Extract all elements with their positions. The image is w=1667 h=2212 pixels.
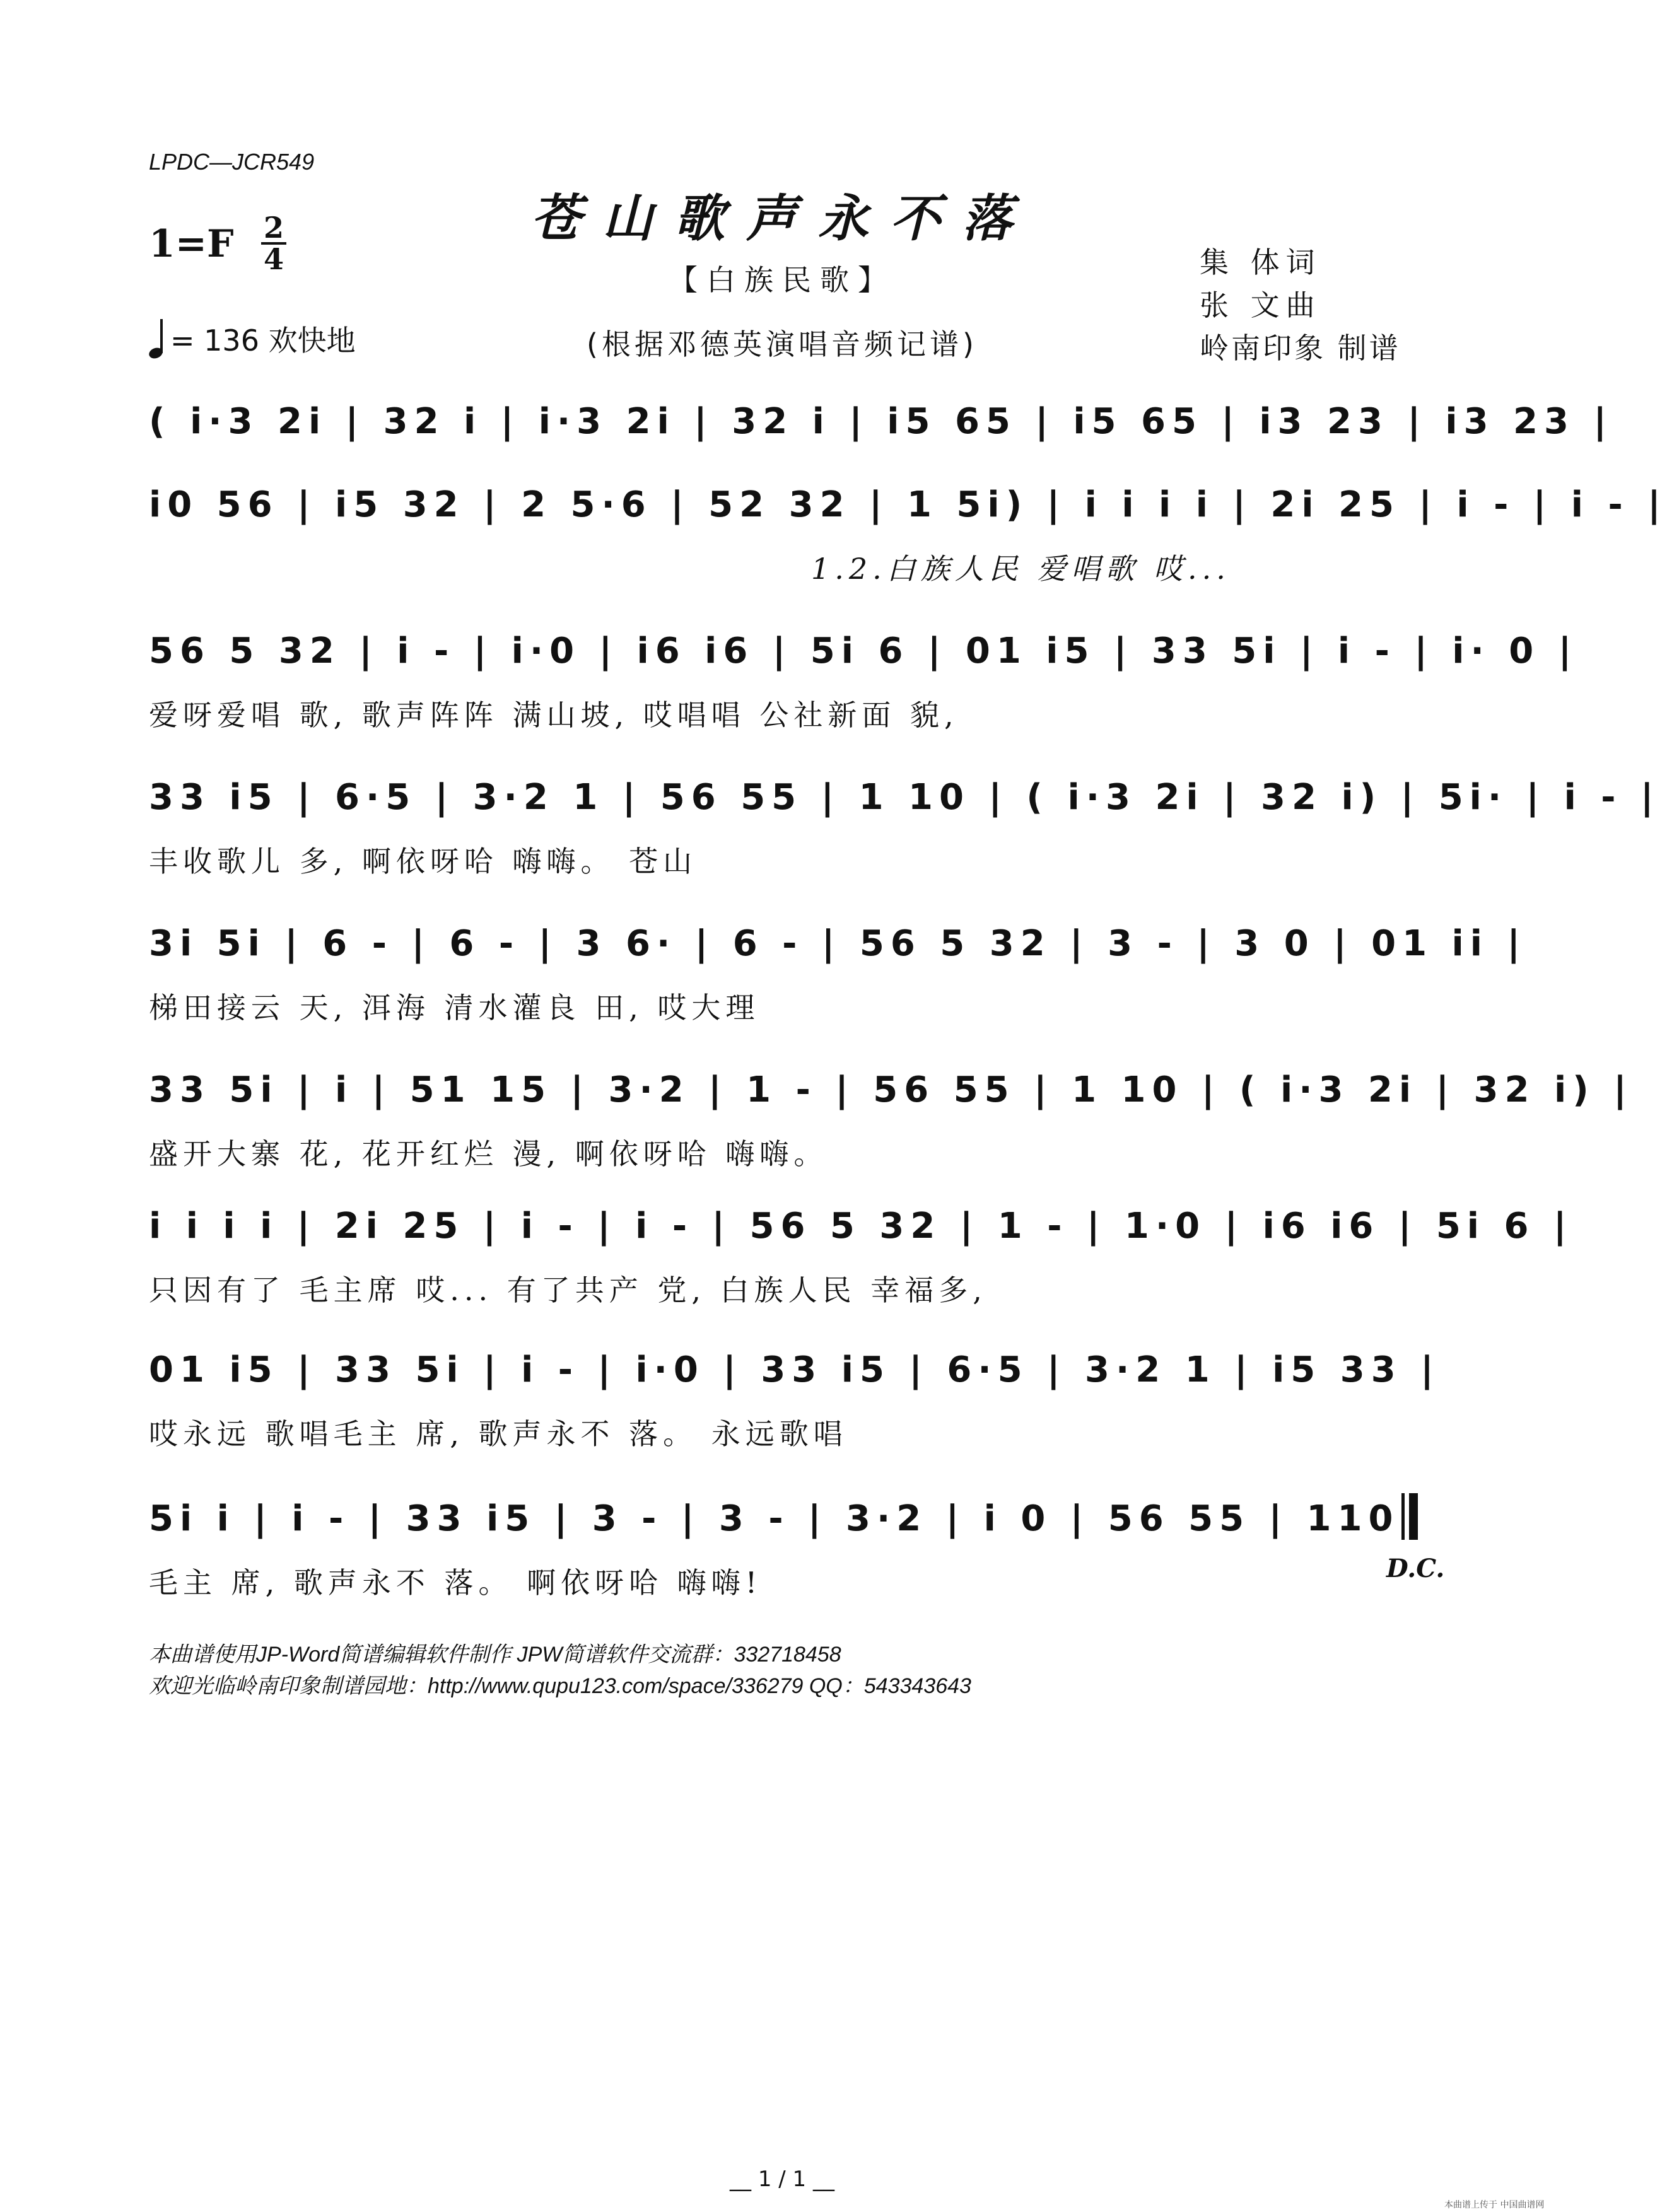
score-line-7: i i i i | 2i 25 | i - | i - | 56 5 32 | 1 - | 1·0 | i6 i6 | 5i 6 | bbox=[149, 1206, 1573, 1247]
time-signature-top: 2 bbox=[263, 211, 284, 245]
site-watermark: 本曲谱上传于 中国曲谱网 bbox=[1444, 2200, 1545, 2210]
lyric-line-3: 爱呀爱唱 歌, 歌声阵阵 满山坡, 哎唱唱 公社新面 貌, bbox=[149, 698, 959, 732]
score-line-3: 56 5 32 | i - | i·0 | i6 i6 | 5i 6 | 01 i5 | 33 5i | i - | i· 0 | bbox=[149, 631, 1578, 672]
time-signature-bottom: 4 bbox=[263, 242, 284, 276]
tempo-text: = 136 欢快地 bbox=[170, 323, 356, 358]
score-line-4: 33 i5 | 6·5 | 3·2 1 | 56 55 | 1 10 | ( i·3 2i | 32 i) | 5i· | i - | bbox=[149, 777, 1660, 818]
key-signature: 1=F bbox=[149, 222, 234, 266]
lyric-line-7: 只因有了 毛主席 哎... 有了共产 党, 白族人民 幸福多, bbox=[149, 1273, 987, 1307]
page-number: __ 1 / 1 __ bbox=[730, 2167, 834, 2192]
score-line-5: 3i 5i | 6 - | 6 - | 3 6· | 6 - | 56 5 32 | 3 - | 3 0 | 01 ii | bbox=[149, 923, 1526, 964]
credit-lyricist: 集 体词 bbox=[1200, 245, 1321, 279]
score-line-6: 33 5i | i | 51 15 | 3·2 | 1 - | 56 55 | 1 10 | ( i·3 2i | 32 i) | bbox=[149, 1069, 1633, 1110]
lyric-line-4: 丰收歌儿 多, 啊依呀哈 嗨嗨。 苍山 bbox=[149, 844, 698, 878]
dc-marking: D.C. bbox=[1386, 1554, 1445, 1583]
lyric-line-9: 毛主 席, 歌声永不 落。 啊依呀哈 嗨嗨! bbox=[149, 1566, 763, 1600]
lyric-line-8: 哎永远 歌唱毛主 席, 歌声永不 落。 永远歌唱 bbox=[149, 1417, 848, 1451]
footer-line-2: 欢迎光临岭南印象制谱园地：http://www.qupu123.com/space/336279 QQ：543343643 bbox=[149, 1674, 971, 1698]
credit-transcriber: 岭南印象 制谱 bbox=[1200, 331, 1401, 365]
footer-line-1: 本曲谱使用JP-Word简谱编辑软件制作 JPW简谱软件交流群：332718458 bbox=[149, 1643, 841, 1667]
genre-label: 【白族民歌】 bbox=[669, 263, 896, 297]
lyric-line-2: 1.2.白族人民 爱唱歌 哎... bbox=[811, 552, 1231, 586]
lyric-line-5: 梯田接云 天, 洱海 清水灌良 田, 哎大理 bbox=[149, 991, 760, 1025]
credit-composer: 张 文曲 bbox=[1200, 288, 1321, 322]
score-line-2: i0 56 | i5 32 | 2 5·6 | 52 32 | 1 5i) | i i i i | 2i 25 | i - | i - | bbox=[149, 484, 1667, 525]
score-code: LPDC—JCR549 bbox=[149, 149, 315, 175]
lyric-line-6: 盛开大寨 花, 花开红烂 漫, 啊依呀哈 嗨嗨。 bbox=[149, 1137, 828, 1171]
source-note: (根据邓德英演唱音频记谱) bbox=[587, 327, 978, 361]
score-line-9: 5i i | i - | 33 i5 | 3 - | 3 - | 3·2 | i 0 | 56 55 | 110 bbox=[149, 1498, 1400, 1539]
score-line-8: 01 i5 | 33 5i | i - | i·0 | 33 i5 | 6·5 | 3·2 1 | i5 33 | bbox=[149, 1349, 1440, 1390]
song-title: 苍山歌声永不落 bbox=[530, 189, 1034, 248]
score-line-1: ( i·3 2i | 32 i | i·3 2i | 32 i | i5 65 | i5 65 | i3 23 | i3 23 | bbox=[149, 401, 1613, 442]
final-barline bbox=[1401, 1493, 1420, 1540]
